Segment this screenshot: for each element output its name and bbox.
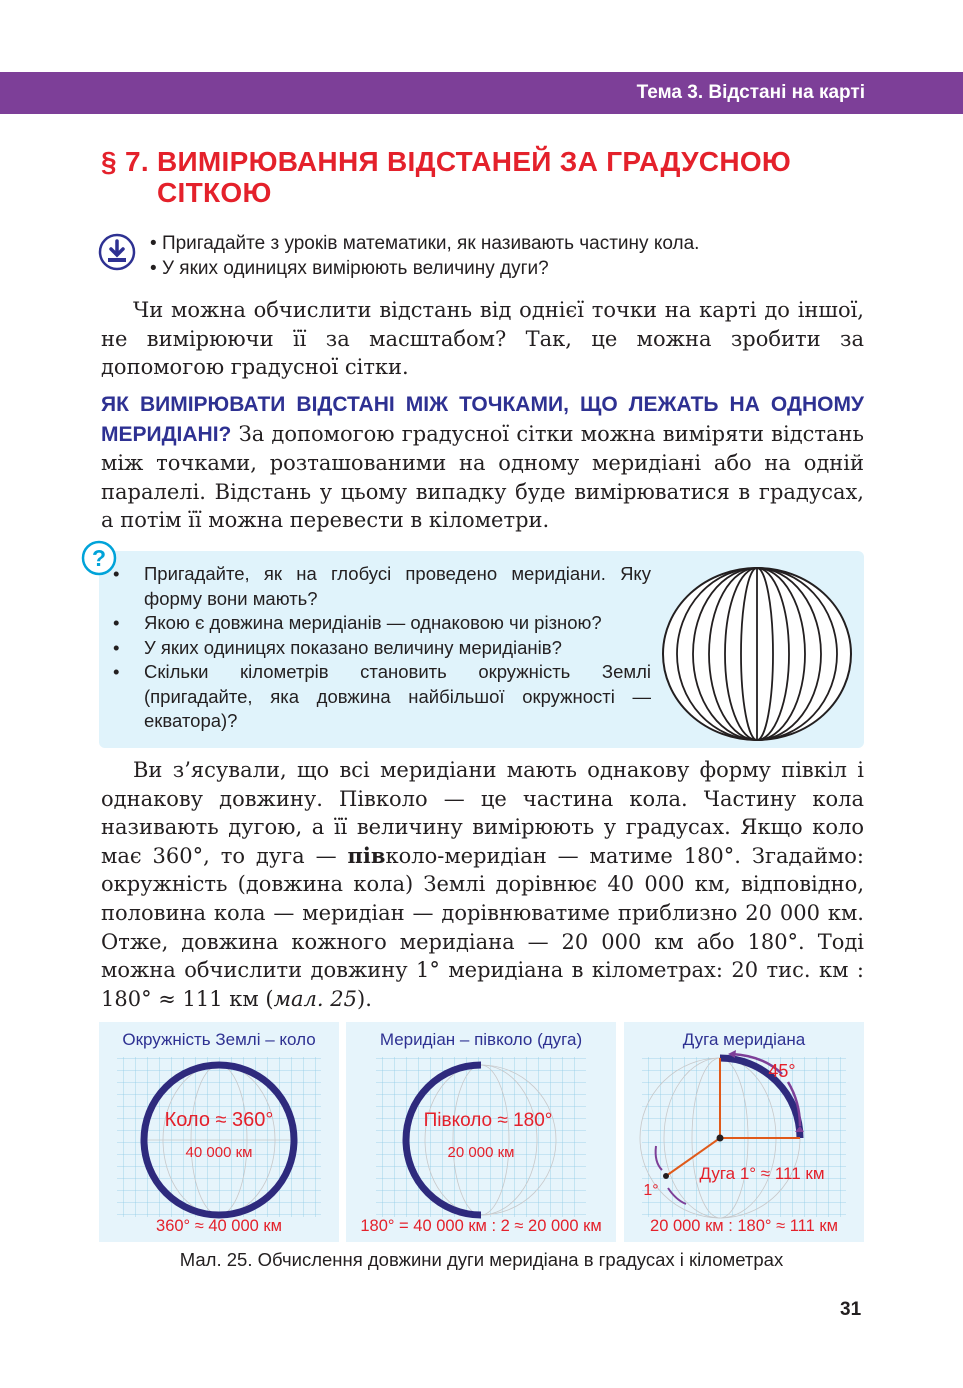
question-icon	[81, 540, 117, 576]
download-icon	[98, 233, 136, 271]
figure-formula: 20 000 км : 180° ≈ 111 км	[650, 1217, 838, 1235]
circle-km-label: 40 000 км	[185, 1144, 253, 1161]
figure-title: Меридіан – півколо (дуга)	[379, 1030, 583, 1049]
questions-list	[113, 562, 651, 734]
arc-1deg-label: Дуга 1° ≈ 111 км	[699, 1164, 825, 1183]
recall-item: • У яких одиницях вимірюють величину дуги?	[150, 256, 699, 281]
semicircle-label: Півколо ≈ 180°	[423, 1110, 553, 1131]
main-text-2: коло-меридіан — матиме 180°. Згадаймо: окружність (довжина кола) Землі дорівнює 40 000 км, відповідно, половина кола — меридіан — дорівнюватиме приблизно 20 000 км. Отже, довжина кожного меридіана — 20 000 км або 180°. Тоді можна обчислити довжину 1° меридіана в кілометрах: 20 тис. км : 180° ≈ 111 км (	[101, 843, 864, 1011]
main-text-end: ).	[357, 986, 372, 1011]
topic-bar	[0, 72, 963, 114]
angle-45-label: 45°	[768, 1061, 796, 1081]
page-number: 31	[840, 1299, 862, 1320]
figure-title: Дуга меридіана	[682, 1030, 806, 1049]
globe-meridians-image	[660, 565, 854, 743]
figure-formula: 180° = 40 000 км : 2 ≈ 20 000 км	[360, 1217, 602, 1235]
main-text-bold: пів	[347, 842, 386, 868]
recall-list	[150, 231, 699, 281]
recall-item: • Пригадайте з уроків математики, як називають частину кола.	[150, 231, 699, 256]
figure-semicircle	[346, 1022, 616, 1242]
question-item: • Скільки кілометрів становить окружність Землі (пригадайте, яка довжина найбільшої окружності — екватора)?	[113, 660, 651, 734]
intro-paragraph	[101, 296, 864, 382]
figure-caption: Мал. 25. Обчислення довжини дуги меридіана в градусах і кілометрах	[179, 1249, 784, 1270]
subheading-text: За допомогою градусної сітки можна виміряти відстань між точками, розташованими на одному меридіані або на одній паралелі. Відстань у цьому випадку буде вимірюватися в градусах, а потім її можна перевести в кілометри.	[101, 421, 864, 533]
section-title-line1: § 7. ВИМІРЮВАННЯ ВІДСТАНЕЙ ЗА ГРАДУСНОЮ	[101, 146, 792, 177]
section-title	[101, 146, 861, 208]
svg-text:?: ?	[91, 545, 107, 571]
question-item: • Якою є довжина меридіанів — однаковою чи різною?	[113, 611, 651, 636]
circle-label: Коло ≈ 360°	[164, 1109, 274, 1131]
main-paragraph	[101, 756, 864, 1013]
figure-arc	[624, 1022, 864, 1242]
subheading: ЯК ВИМІРЮВАТИ ВІДСТАНІ МІЖ ТОЧКАМИ, ЩО ЛЕЖАТЬ НА ОДНОМУ МЕРИДІАНІ?	[101, 393, 864, 446]
intro-text: Чи можна обчислити відстань від однієї точки на карті до іншої, не вимірюючи її за масштабом? Так, це можна зробити за допомогою градусної сітки.	[101, 298, 864, 380]
topic-title: Тема 3. Відстані на карті	[636, 82, 865, 103]
circle-diagram	[99, 1022, 339, 1242]
main-text-1: Ви з’ясували, що всі меридіани мають однакову форму півкіл і однакову довжину. Півколо — це частина кола. Частину кола називають дугою, а її величину вимірюють у градусах. Якщо коло має 360°, то дуга —	[101, 758, 864, 868]
arc-diagram	[624, 1022, 864, 1242]
figure-formula: 360° ≈ 40 000 км	[156, 1217, 282, 1235]
figure-reference: мал. 25	[273, 986, 357, 1011]
question-item: • Пригадайте, як на глобусі проведено меридіани. Яку форму вони мають?	[113, 562, 651, 611]
question-item: • У яких одиницях показано величину меридіанів?	[113, 636, 651, 661]
figure-circle	[99, 1022, 339, 1242]
figure-25	[99, 1022, 864, 1242]
semicircle-km-label: 20 000 км	[447, 1144, 515, 1161]
figure-title: Окружність Землі – коло	[122, 1030, 316, 1049]
subheading-paragraph	[101, 390, 864, 535]
angle-1deg-label: 1°	[643, 1182, 659, 1199]
section-title-line2: СІТКОЮ	[157, 177, 272, 208]
semicircle-diagram	[346, 1022, 616, 1242]
